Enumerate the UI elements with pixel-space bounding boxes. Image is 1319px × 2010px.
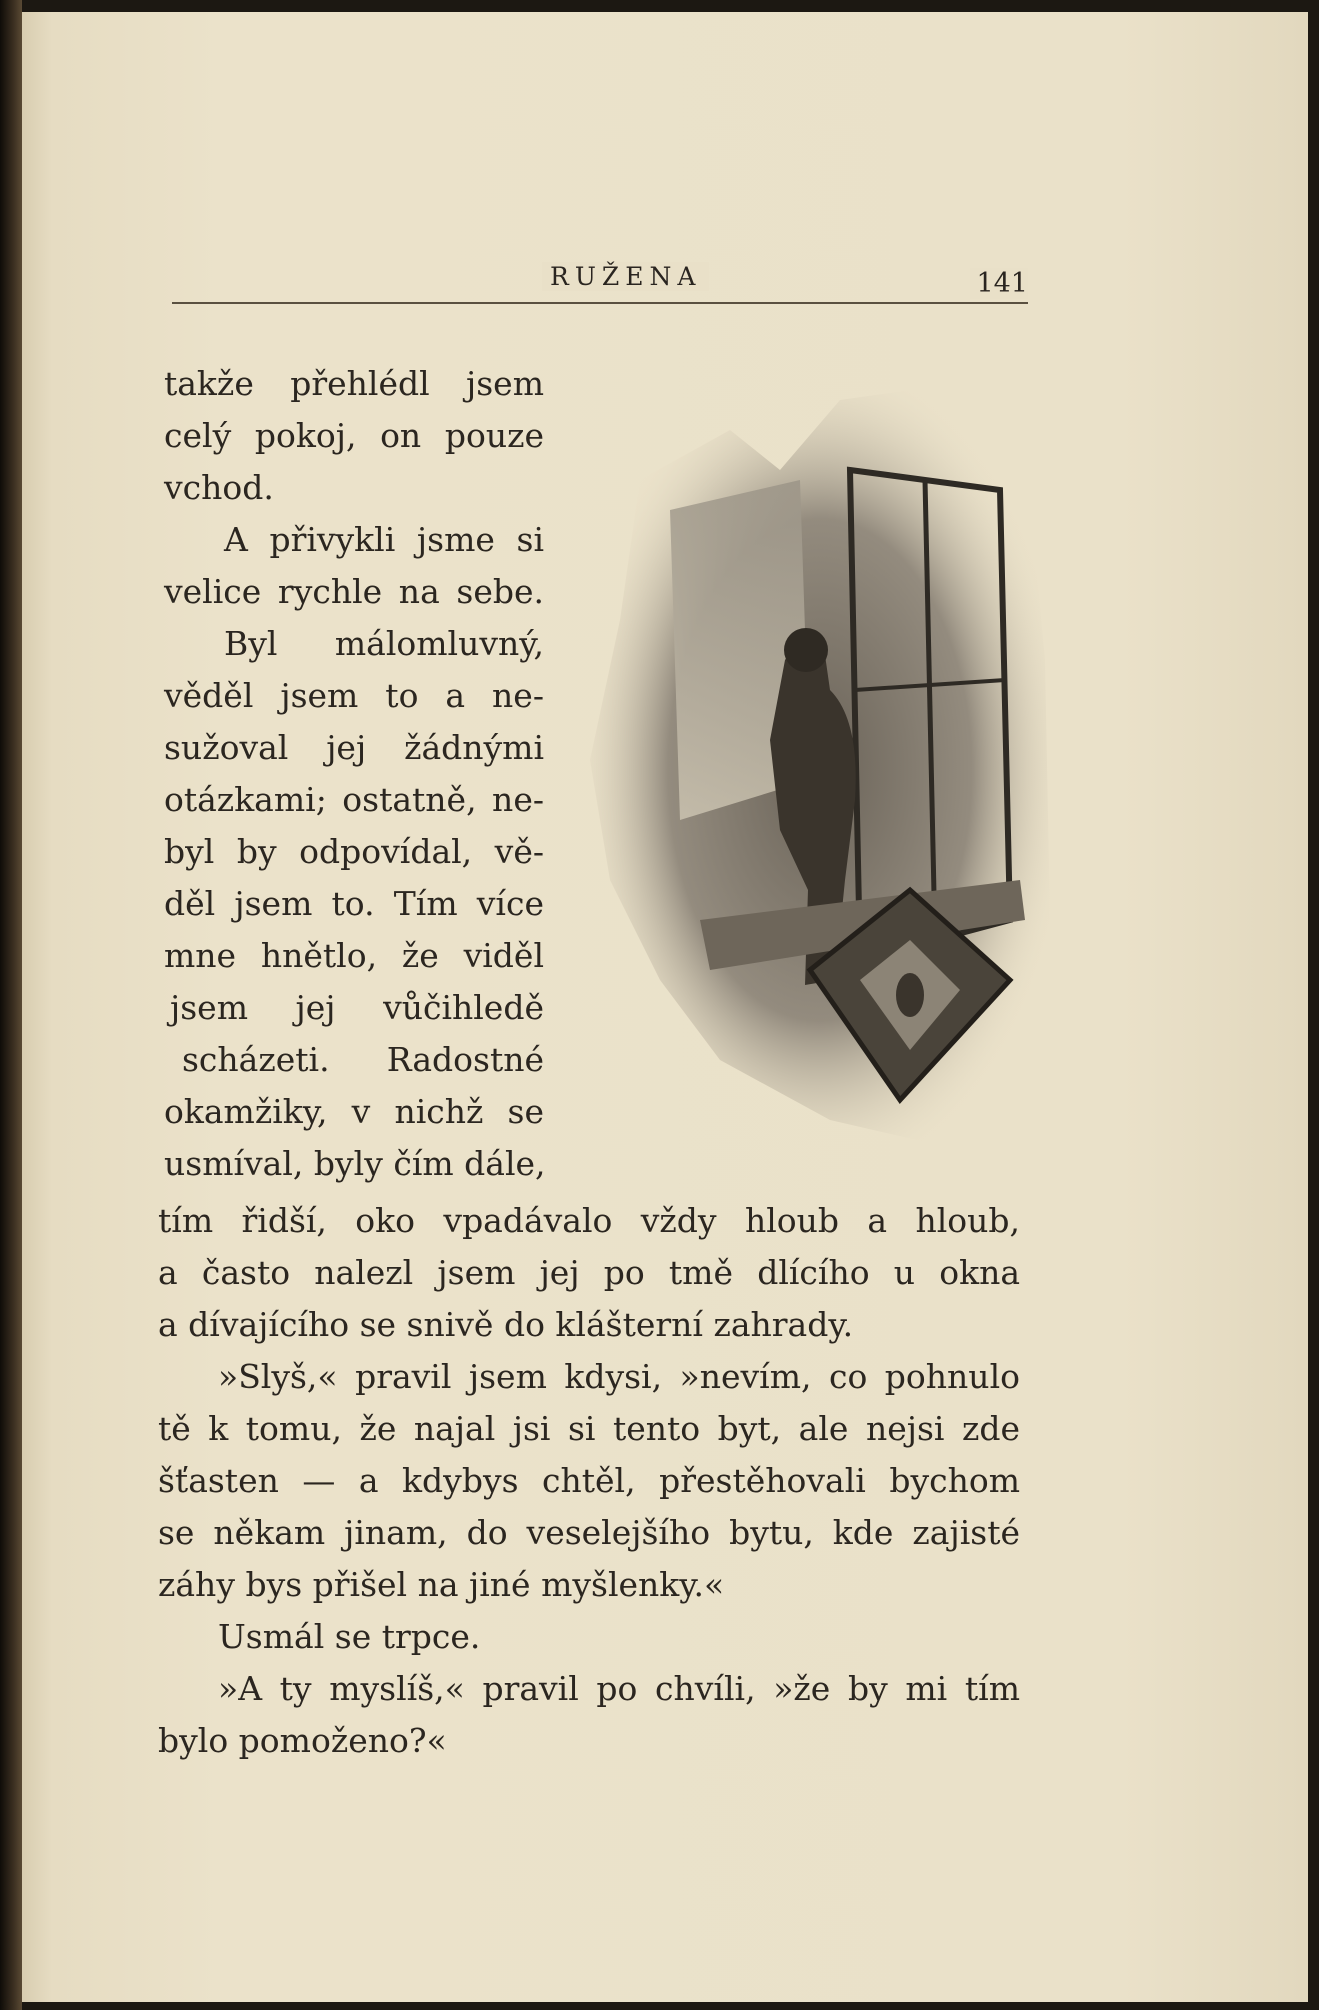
book-spine-edge xyxy=(0,0,22,2010)
page-number: 141 xyxy=(970,268,1028,299)
text-line: byl by odpovídal, vě- xyxy=(164,832,544,871)
text-line: A přivykli jsme si xyxy=(224,520,544,559)
text-line: »Slyš,« pravil jsem kdysi, »nevím, co pohnulo xyxy=(218,1357,1020,1396)
text-line: velice rychle na sebe. xyxy=(164,572,544,611)
text-line: a dívajícího se snivě do klášterní zahrady. xyxy=(158,1305,854,1344)
running-title: RUŽENA xyxy=(542,262,709,291)
text-line: šťasten — a kdybys chtěl, přestěhovali bychom xyxy=(158,1461,1020,1500)
text-line: tě k tomu, že najal jsi si tento byt, ale nejsi zde xyxy=(158,1409,1020,1448)
text-line: Usmál se trpce. xyxy=(218,1617,481,1656)
engraving-illustration xyxy=(580,360,1050,1160)
text-line: tím řidší, oko vpadávalo vždy hloub a hloub, xyxy=(158,1201,1020,1240)
text-line: bylo pomoženo?« xyxy=(158,1721,447,1760)
text-line: děl jsem to. Tím více xyxy=(164,884,544,923)
text-line: vchod. xyxy=(164,468,274,507)
text-line: celý pokoj, on pouze xyxy=(164,416,544,455)
text-line: usmíval, byly čím dále, xyxy=(164,1144,546,1183)
text-line: jsem jej vůčihledě xyxy=(170,988,544,1027)
text-line: a často nalezl jsem jej po tmě dlícího u okna xyxy=(158,1253,1020,1292)
illustration-figure-head xyxy=(784,628,828,672)
text-line: mne hnětlo, že viděl xyxy=(164,936,544,975)
wrapped-text-column xyxy=(164,358,544,1190)
text-line: záhy bys přišel na jiné myšlenky.« xyxy=(158,1565,725,1604)
text-line: scházeti. Radostné xyxy=(182,1040,544,1079)
text-line: Byl málomluvný, xyxy=(224,624,544,663)
text-line: věděl jsem to a ne- xyxy=(164,676,544,715)
text-line: se někam jinam, do veselejšího bytu, kde zajisté xyxy=(158,1513,1020,1552)
text-line: takže přehlédl jsem xyxy=(164,364,544,403)
text-line: »A ty myslíš,« pravil po chvíli, »že by mi tím xyxy=(218,1669,1020,1708)
page-header xyxy=(172,262,1028,312)
full-width-text xyxy=(158,1195,1020,1767)
illustration-portrait-face xyxy=(896,973,924,1017)
text-line: sužoval jej žádnými xyxy=(164,728,544,767)
text-line: otázkami; ostatně, ne- xyxy=(164,780,544,819)
header-rule xyxy=(172,302,1028,304)
text-line: okamžiky, v nichž se xyxy=(164,1092,544,1131)
